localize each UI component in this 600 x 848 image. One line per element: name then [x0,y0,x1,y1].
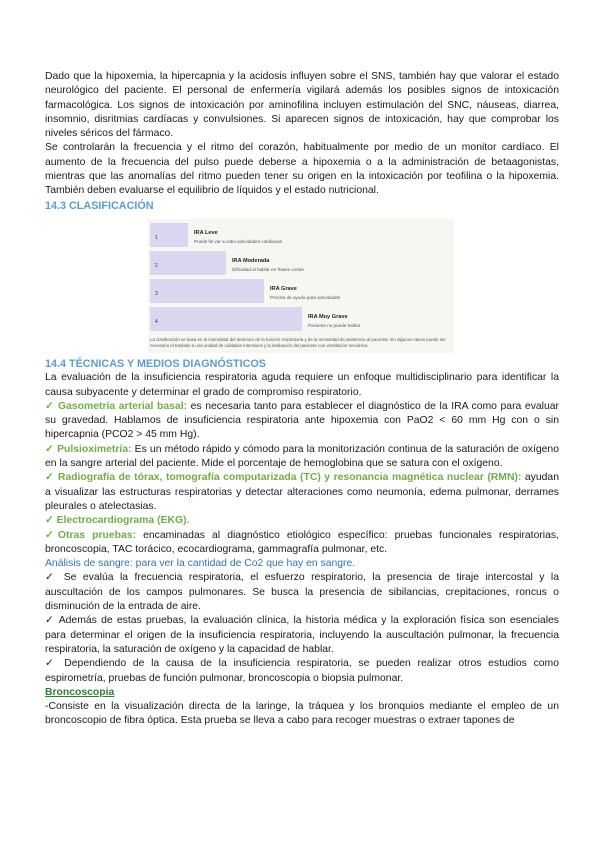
check-icon: ✓ [45,400,55,412]
item-gasometria [45,400,559,443]
gasometria-label: Gasometría arterial basal: [58,400,188,412]
otras-text: encaminadas al diagnóstico etiológico específico: pruebas funcionales respiratorias, broncoscopia, TAC torácico, ecocardiograma, gammagrafía pulmonar, etc. [45,529,559,555]
level-number: 3 [155,290,158,297]
level-label: IRA Moderada [232,257,270,264]
document-content [45,70,559,729]
level-box-4 [150,307,302,331]
level-box-3 [150,279,264,303]
gasometria-text: es necesaria tanto para establecer el diagnóstico de la IRA como para evaluar su gravedad. Hablamos de insuficiencia respiratoria ante hipoxemia con PaO2 < 60 mm Hg con o sin hipercapnia (PCO2 > 45 mm Hg). [45,400,559,441]
paragraph-neuro: Dado que la hipoxemia, la hipercapnia y la acidosis influyen sobre el SNS, también hay que valorar el estado neurológico del paciente. El personal de enfermería vigilará además los posibles signos de intoxicación farmacológica. Los signos de intoxicación por aminofilina incluyen estimulación del SNC, náuseas, diarrea, insomnio, disritmias cardíacas y convulsiones. Si aparecen signos de intoxicación, hay que comprobar los niveles séricos del fármaco. [45,71,559,140]
item-pulsioximetria [45,443,559,472]
section-title-techniques: 14.4 TÉCNICAS Y MEDIOS DIAGNÓSTICOS [45,357,266,370]
level-box-1 [150,223,188,247]
level-number: 1 [155,234,158,241]
figure-note: La clasificación se basa en la intensidad del deterioro de la función respiratoria y de la necesidad de asistencia al paciente. En algunos casos puede ser necesario el traslado a una unidad de cuidados intensivos y la intubación del paciente con ventilación mecánica. [150,336,446,348]
paragraph-cardiac: Se controlarán la frecuencia y el ritmo del corazón, habitualmente por medio de un monitor cardíaco. El aumento de la frecuencia del pulso puede deberse a hipoxemia o a la administración de betaagonistas, mientras que las anomalías del ritmo pueden tener su origen en la intoxicación por teofilina o la hipoxemia. También deben evaluarse el equilibrio de líquidos y el estado nutricional. [45,142,559,197]
level-desc: Paciente no puede hablar [308,322,361,328]
check-icon: ✓ [45,443,54,455]
broncoscopia-text: -Consiste en la visualización directa de la laringe, la tráquea y los bronquios mediante el empleo de un broncoscopio de fibra óptica. Esta prueba se lleva a cabo para recoger muestras o extraer tapones de [45,701,559,727]
level-label: IRA Muy Grave [308,313,348,320]
section-title-classification: 14.3 CLASIFICACIÓN [45,199,154,212]
check-icon: ✓ [45,515,54,527]
level-label: IRA Grave [270,285,297,292]
item-ekg [45,514,559,528]
level-desc: Dificultad al hablar en frases cortas [232,266,304,272]
level-box-2 [150,251,226,275]
otras-label: ✓Otras pruebas: [45,529,137,541]
bullet-evaluacion: ✓ Se evalúa la frecuencia respiratoria, el esfuerzo respiratorio, la presencia de tiraje intercostal y la auscultación de los campos pulmonares. Se busca la presencia de sibilancias, crepitaciones, roncus o disminución de la entrada de aire. [45,572,559,613]
imaging-text: ayudan a visualizar las estructuras respiratorias y detectar alteraciones como neumonía, edema pulmonar, derrames pleurales o atelectasias. [45,472,559,512]
pulsioximetria-text: Es un método rápido y cómodo para la monitorización continua de la saturación de oxígeno en la sangre arterial del paciente. Mide el porcentaje de hemoglobina que se satura con el oxígeno. [45,443,559,470]
item-imaging [45,471,559,514]
level-desc: Precisa de ayuda para actividades [270,294,341,300]
analisis-sangre: Análisis de sangre: para ver la cantidad de Co2 que hay en sangre. [45,558,356,570]
level-desc: Puede lle var a cabo actividades cotidianas [194,238,283,244]
imaging-label: Radiografía de tórax, tomografía computarizada (TC) y resonancia magnética nuclear (RMN): [57,472,522,484]
broncoscopia-title: Broncoscopia [45,686,115,698]
level-label: IRA Leve [194,229,218,236]
check-icon: ✓ [45,472,55,484]
level-number: 4 [155,318,158,325]
techniques-intro: La evaluación de la insuficiencia respiratoria aguda requiere un enfoque multidisciplinario para identificar la causa subyacente y determinar el grado de compromiso respiratorio. [45,372,559,398]
item-otras [45,529,559,558]
bullet-estudios: ✓ Dependiendo de la causa de la insuficiencia respiratoria, se pueden realizar otros estudios como espirometría, pruebas de función pulmonar, broncoscopia o biopsia pulmonar. [45,658,559,684]
ekg-label: Electrocardiograma (EKG). [56,515,190,527]
bullet-pruebas: ✓ Además de estas pruebas, la evaluación clínica, la historia médica y la exploración física son esenciales para determinar el origen de la insuficiencia respiratoria, incluyendo la auscultación pulmonar, la frecuencia respiratoria, la saturación de oxígeno y la capacidad de hablar. [45,615,559,655]
pulsioximetria-label: Pulsioximetría: [57,443,132,455]
classification-figure [148,219,454,353]
level-number: 2 [155,262,158,269]
